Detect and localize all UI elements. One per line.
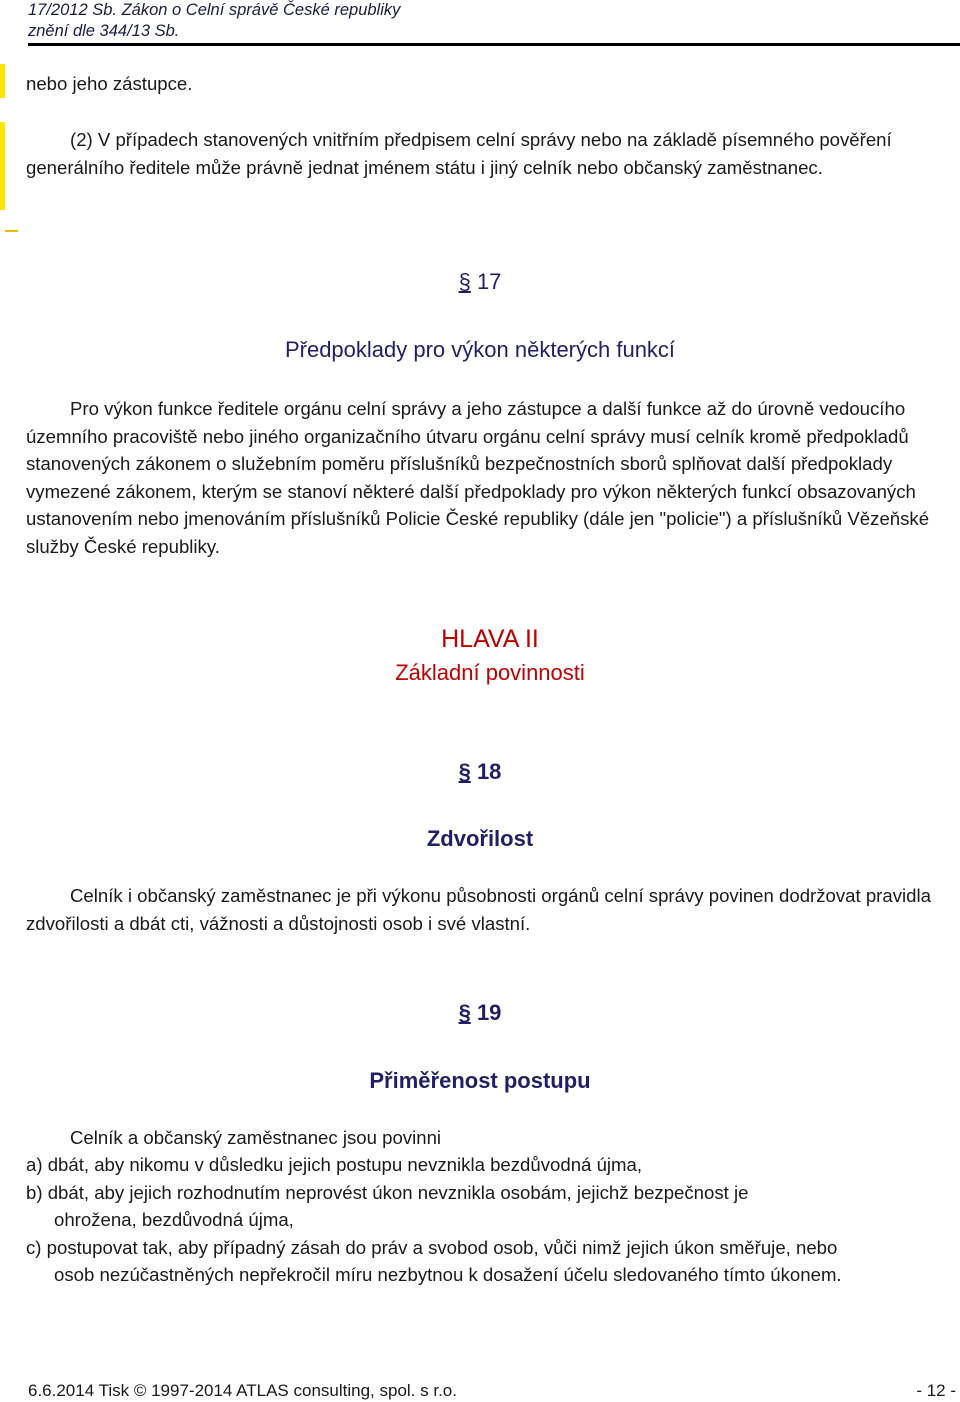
section-17-number [0,268,960,296]
list-item-c-continuation: osob nezúčastněných nepřekročil míru nezbytnou k dosažení účelu sledovaného tímto úkonem. [54,1264,842,1285]
list-item-b-continuation: ohrožena, bezdůvodná újma, [54,1209,294,1230]
section-number: 18 [476,759,502,784]
intro-line: nebo jeho zástupce. [26,73,193,94]
section-symbol: § [458,269,471,294]
change-bar [0,122,5,210]
section-18-number [0,758,960,786]
section-17-text: Pro výkon funkce ředitele orgánu celní správy a jeho zástupce a další funkce až do úrovně vedoucího územního pracoviště nebo jiného organizačního útvaru orgánu celní správy musí celník kromě předpokladů stanovených zákonem o služebním poměru příslušníků bezpečnostních sborů splňovat další předpoklady vymezené zákonem, kterým se stanoví některé další předpoklady pro výkon některých funkcí obsazovaných ustanovením nebo jmenováním příslušníků Policie České republiky (dále jen "policie") a příslušníků Vězeňské služby České republiky. [26,398,930,557]
chapter-subtitle: Základní povinnosti [395,660,585,685]
page-header [28,0,960,46]
section-symbol: § [458,1000,471,1025]
section-18-title: Zdvořilost [426,826,534,851]
section-number: 19 [476,1000,502,1025]
list-item-b: b) dbát, aby jejich rozhodnutím neprovést úkon nevznikla osobám, jejichž bezpečnost je [26,1182,749,1203]
section-19-number [0,999,960,1027]
section-19-title: Přiměřenost postupu [369,1068,591,1093]
section-symbol: § [458,759,471,784]
footer-print-info: 6.6.2014 Tisk © 1997-2014 ATLAS consulting, spol. s r.o. [28,1381,457,1400]
header-title: 17/2012 Sb. Zákon o Celní správě České republiky [28,1,401,19]
section-17-title: Předpoklady pro výkon některých funkcí [284,337,676,362]
list-item-c: c) postupovat tak, aby případný zásah do práv a svobod osob, vůči nimž jejich úkon směřuje, nebo [26,1237,838,1258]
list-item-a: a) dbát, aby nikomu v důsledku jejich postupu nevznikla bezdůvodná újma, [26,1154,643,1175]
section-19-intro: Celník a občanský zaměstnanec jsou povinni [70,1127,442,1148]
paragraph-2: (2) V případech stanovených vnitřním předpisem celní správy nebo na základě písemného pověření generálního ředitele může právně jednat jménem státu i jiný celník nebo občanský zaměstnanec. [26,129,892,178]
change-bar-marker [5,230,18,232]
section-number: 17 [476,269,502,294]
change-bar [0,64,5,98]
header-version: znění dle 344/13 Sb. [28,22,180,40]
chapter-title: HLAVA II [441,625,539,653]
header-rule [28,43,960,46]
section-18-text: Celník i občanský zaměstnanec je při výkonu působnosti orgánů celní správy povinen dodržovat pravidla zdvořilosti a dbát cti, vážnosti a důstojnosti osob i své vlastní. [26,885,931,934]
page-number: - 12 - [916,1381,956,1400]
